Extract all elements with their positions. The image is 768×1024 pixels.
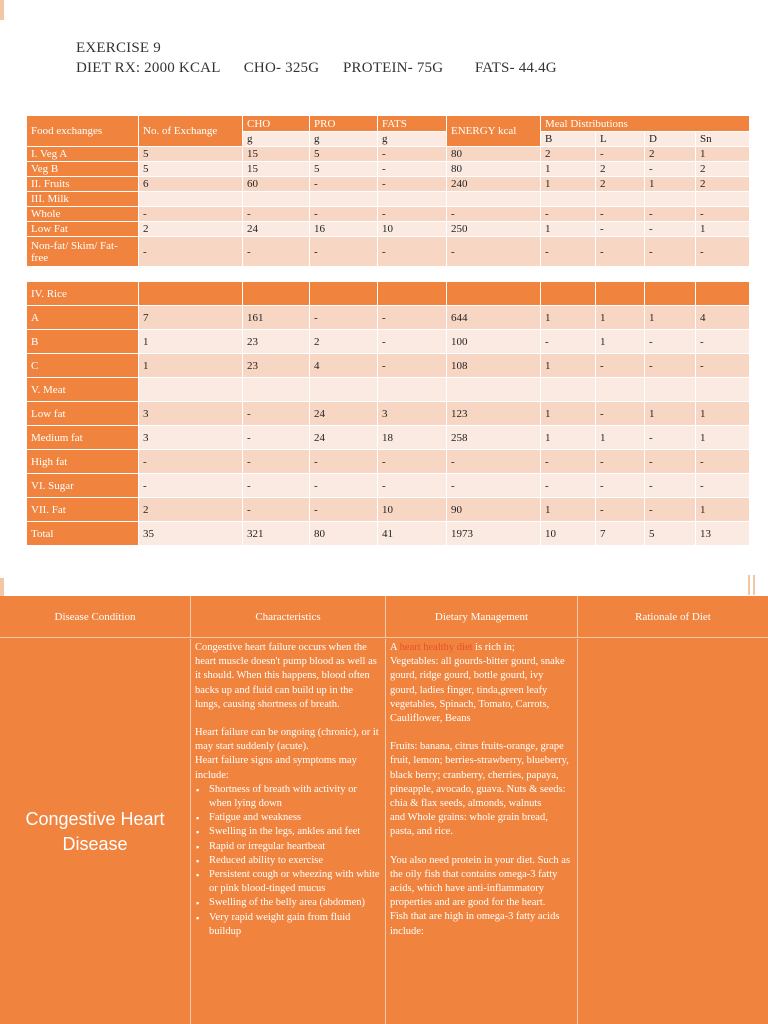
exercise-title: EXERCISE 9: [76, 40, 161, 56]
table-cell: 15: [243, 162, 310, 177]
table-cell: -: [243, 207, 310, 222]
header-dietary: Dietary Management: [386, 596, 578, 638]
table-cell: 2: [596, 177, 645, 192]
table-cell: [696, 378, 750, 402]
row-label: II. Fruits: [27, 177, 139, 192]
row-label: Veg B: [27, 162, 139, 177]
table-cell: -: [243, 498, 310, 522]
diet-fish: Fish that are high in omega-3 fatty acids include:: [390, 911, 560, 937]
table-cell: 2: [541, 147, 596, 162]
table-cell: [378, 192, 447, 207]
table-cell: -: [378, 162, 447, 177]
slide-divider-right: [748, 575, 768, 595]
table-row: [27, 522, 750, 546]
table-cell: 1: [645, 402, 696, 426]
col-header-num: No. of Exchange: [139, 116, 243, 147]
table-cell: 1: [541, 222, 596, 237]
table-cell: 123: [447, 402, 541, 426]
table-cell: -: [310, 450, 378, 474]
table-cell: -: [310, 474, 378, 498]
table-cell: -: [696, 330, 750, 354]
disease-cell: [0, 639, 191, 1024]
table-cell: 5: [139, 162, 243, 177]
col-header-energy: ENERGY kcal: [447, 116, 541, 147]
table-cell: -: [596, 354, 645, 378]
table-cell: -: [378, 177, 447, 192]
col-header-cho: CHO: [243, 116, 310, 132]
table-cell: [378, 378, 447, 402]
table-cell: -: [645, 474, 696, 498]
rationale-cell: [578, 639, 768, 1024]
table-cell: 3: [139, 402, 243, 426]
table-cell: -: [243, 402, 310, 426]
table-cell: [139, 378, 243, 402]
table-cell: [596, 282, 645, 306]
header-characteristics: Characteristics: [191, 596, 386, 638]
row-label: VI. Sugar: [27, 474, 139, 498]
table-cell: 1: [541, 354, 596, 378]
disease-name: Congestive Heart Disease: [25, 808, 165, 854]
table-row: [27, 162, 750, 177]
exchange-table-part1: [26, 115, 750, 267]
table-cell: 1: [596, 426, 645, 450]
table-cell: -: [541, 450, 596, 474]
table-cell: -: [596, 402, 645, 426]
exercise-header: [76, 38, 557, 78]
col-header-fats: FATS: [378, 116, 447, 132]
heart-healthy-diet-link[interactable]: heart healthy diet: [399, 642, 473, 653]
table-cell: -: [447, 450, 541, 474]
table-cell: -: [243, 450, 310, 474]
table-cell: -: [378, 330, 447, 354]
table-cell: -: [541, 237, 596, 267]
table-cell: [696, 282, 750, 306]
table-cell: -: [310, 177, 378, 192]
row-label: High fat: [27, 450, 139, 474]
char-para-2: Heart failure can be ongoing (chronic), or it may start suddenly (acute).: [195, 727, 379, 753]
table-cell: -: [310, 498, 378, 522]
table-row: [27, 450, 750, 474]
table-cell: [447, 282, 541, 306]
table-row: [27, 330, 750, 354]
symptom-list: [195, 783, 381, 939]
dietary-cell: [386, 639, 578, 1024]
table-cell: -: [447, 474, 541, 498]
table-cell: 5: [645, 522, 696, 546]
table-cell: [243, 378, 310, 402]
table-cell: [696, 192, 750, 207]
table-cell: 1: [541, 177, 596, 192]
table-cell: [645, 378, 696, 402]
table-cell: [541, 192, 596, 207]
table-cell: 2: [696, 162, 750, 177]
table-cell: 10: [541, 522, 596, 546]
table-cell: 2: [645, 147, 696, 162]
table-cell: 13: [696, 522, 750, 546]
row-label: I. Veg A: [27, 147, 139, 162]
table-cell: [645, 192, 696, 207]
unit-cho: g: [243, 132, 310, 147]
unit-fats: g: [378, 132, 447, 147]
table-cell: 2: [596, 162, 645, 177]
table-cell: 10: [378, 222, 447, 237]
table-cell: 321: [243, 522, 310, 546]
table-cell: 3: [139, 426, 243, 450]
symptom-item: ▪ Swelling in the legs, ankles and feet: [209, 825, 381, 839]
table-cell: -: [378, 207, 447, 222]
table-cell: 1: [541, 162, 596, 177]
row-label: VII. Fat: [27, 498, 139, 522]
table-cell: -: [541, 474, 596, 498]
table-cell: [310, 378, 378, 402]
char-para-1: Congestive heart failure occurs when the heart muscle doesn't pump blood as well as it should. When this happens, blood often backs up and fluid can build up in the lungs, causing shortness of breath.: [195, 642, 377, 710]
table-cell: -: [645, 354, 696, 378]
table-cell: 644: [447, 306, 541, 330]
meal-sn: Sn: [696, 132, 750, 147]
header-disease: Disease Condition: [0, 596, 191, 638]
col-header-pro: PRO: [310, 116, 378, 132]
table-cell: 3: [378, 402, 447, 426]
table-cell: 23: [243, 354, 310, 378]
table-cell: -: [596, 237, 645, 267]
table-cell: -: [645, 426, 696, 450]
table-cell: 24: [310, 426, 378, 450]
table-cell: -: [243, 426, 310, 450]
symptom-item: ▪ Persistent cough or wheezing with white or pink blood-tinged mucus: [209, 868, 381, 896]
table-cell: -: [139, 237, 243, 267]
table-cell: [596, 378, 645, 402]
table-cell: 161: [243, 306, 310, 330]
row-label: C: [27, 354, 139, 378]
table-row: [27, 474, 750, 498]
table-cell: -: [447, 207, 541, 222]
table-row: [27, 192, 750, 207]
table-cell: -: [139, 450, 243, 474]
row-label: IV. Rice: [27, 282, 139, 306]
row-label: Whole: [27, 207, 139, 222]
meal-d: D: [645, 132, 696, 147]
table-cell: [596, 192, 645, 207]
table-cell: -: [596, 450, 645, 474]
table-cell: -: [378, 450, 447, 474]
table-cell: 2: [696, 177, 750, 192]
table-cell: 1: [541, 402, 596, 426]
table-cell: 1: [139, 354, 243, 378]
table-cell: -: [243, 237, 310, 267]
symptom-item: ▪ Fatigue and weakness: [209, 811, 381, 825]
table-cell: -: [378, 354, 447, 378]
symptom-item: ▪ Shortness of breath with activity or when lying down: [209, 783, 381, 811]
table-cell: -: [310, 306, 378, 330]
table-cell: 2: [139, 498, 243, 522]
table-cell: 5: [139, 147, 243, 162]
table-cell: 1: [139, 330, 243, 354]
symptom-item: ▪ Very rapid weight gain from fluid buildup: [209, 911, 381, 939]
table-cell: -: [310, 207, 378, 222]
table-cell: [541, 378, 596, 402]
disease-slide: [0, 596, 768, 1024]
row-label: Non-fat/ Skim/ Fat-free: [27, 237, 139, 267]
table-cell: 2: [139, 222, 243, 237]
table-cell: -: [645, 498, 696, 522]
table-cell: -: [645, 450, 696, 474]
table-row: [27, 282, 750, 306]
table-cell: 1973: [447, 522, 541, 546]
table-cell: -: [645, 222, 696, 237]
table-cell: [310, 282, 378, 306]
table-cell: 15: [243, 147, 310, 162]
row-label: III. Milk: [27, 192, 139, 207]
table-cell: 1: [696, 402, 750, 426]
table-cell: -: [596, 207, 645, 222]
table-cell: 1: [696, 222, 750, 237]
row-label: Total: [27, 522, 139, 546]
diet-fruits: Fruits: banana, citrus fruits-orange, grape fruit, lemon; berries-strawberry, blueberry, black berry; cranberry, cherries, papaya, pineapple, avocado, guava. Nuts & seeds: chia & flax seeds, almonds, walnuts: [390, 741, 569, 810]
table-cell: -: [696, 207, 750, 222]
table-row: [27, 378, 750, 402]
symptom-item: ▪ Reduced ability to exercise: [209, 854, 381, 868]
table-cell: -: [596, 474, 645, 498]
table-row: [27, 177, 750, 192]
table-cell: 7: [596, 522, 645, 546]
table-row: [27, 237, 750, 267]
table-cell: -: [645, 162, 696, 177]
table-cell: -: [696, 474, 750, 498]
slide-divider-left: [0, 578, 4, 598]
table-cell: -: [645, 237, 696, 267]
table-row: [27, 147, 750, 162]
table-cell: 24: [310, 402, 378, 426]
char-para-3: Heart failure signs and symptoms may include:: [195, 755, 357, 781]
table-cell: 1: [696, 426, 750, 450]
row-label: V. Meat: [27, 378, 139, 402]
table-cell: 5: [310, 162, 378, 177]
table-cell: 35: [139, 522, 243, 546]
table-cell: 80: [447, 162, 541, 177]
table-cell: [645, 282, 696, 306]
table-cell: 1: [596, 330, 645, 354]
table-cell: -: [596, 147, 645, 162]
table-cell: 1: [541, 426, 596, 450]
diet-vegetables: Vegetables: all gourds-bitter gourd, snake gourd, ridge gourd, bottle gourd, ivy gourd, ladies finger, tinda,green leafy vegetables, Spinach, Tomato, Carrots, Cauliflower, Beans: [390, 656, 565, 725]
table-cell: 80: [447, 147, 541, 162]
diet-protein: You also need protein in your diet. Such as the oily fish that contains omega-3 fatty acids, which have anti-inflammatory properties and are good for the heart.: [390, 854, 571, 909]
table-cell: [447, 192, 541, 207]
table-cell: 4: [696, 306, 750, 330]
col-header-meal: Meal Distributions: [541, 116, 750, 132]
corner-decoration: [0, 0, 4, 20]
row-label: Medium fat: [27, 426, 139, 450]
symptom-item: ▪ Rapid or irregular heartbeat: [209, 840, 381, 854]
table-cell: -: [447, 237, 541, 267]
table-cell: 90: [447, 498, 541, 522]
table-cell: -: [696, 354, 750, 378]
table-row: [27, 306, 750, 330]
table-row: [27, 222, 750, 237]
table-cell: 10: [378, 498, 447, 522]
table-cell: 5: [310, 147, 378, 162]
table-cell: -: [378, 237, 447, 267]
table-row: [27, 207, 750, 222]
table-cell: 7: [139, 306, 243, 330]
table-cell: [310, 192, 378, 207]
symptom-item: ▪ Swelling of the belly area (abdomen): [209, 896, 381, 910]
table-cell: [243, 282, 310, 306]
diet-grains: and Whole grains: whole grain bread, pasta, and rice.: [390, 812, 548, 838]
table-cell: 6: [139, 177, 243, 192]
table-cell: 258: [447, 426, 541, 450]
table-cell: 1: [696, 498, 750, 522]
table-cell: 41: [378, 522, 447, 546]
table-cell: -: [596, 498, 645, 522]
table-cell: 1: [696, 147, 750, 162]
unit-pro: g: [310, 132, 378, 147]
table-cell: -: [139, 207, 243, 222]
table-cell: [139, 192, 243, 207]
table-cell: [541, 282, 596, 306]
table-cell: -: [696, 237, 750, 267]
table-cell: 16: [310, 222, 378, 237]
table-cell: -: [139, 474, 243, 498]
header-rationale: Rationale of Diet: [578, 596, 768, 638]
table-cell: -: [243, 474, 310, 498]
table-cell: -: [541, 207, 596, 222]
table-cell: 24: [243, 222, 310, 237]
table-cell: -: [645, 330, 696, 354]
table-cell: -: [310, 237, 378, 267]
row-label: A: [27, 306, 139, 330]
table-row: [27, 354, 750, 378]
characteristics-cell: [191, 639, 386, 1024]
row-label: Low Fat: [27, 222, 139, 237]
diet-prescription: DIET RX: 2000 KCAL CHO- 325G PROTEIN- 75G FATS- 44.4G: [76, 60, 557, 76]
table-cell: 18: [378, 426, 447, 450]
table-cell: -: [378, 147, 447, 162]
table-cell: 1: [541, 498, 596, 522]
table-cell: 23: [243, 330, 310, 354]
table-cell: [139, 282, 243, 306]
table-cell: -: [596, 222, 645, 237]
table-cell: -: [378, 474, 447, 498]
table-cell: -: [378, 306, 447, 330]
table-cell: -: [541, 330, 596, 354]
row-label: Low fat: [27, 402, 139, 426]
table-cell: [378, 282, 447, 306]
table-cell: 100: [447, 330, 541, 354]
table-cell: 80: [310, 522, 378, 546]
table-cell: 250: [447, 222, 541, 237]
table-cell: 108: [447, 354, 541, 378]
table-cell: 1: [645, 306, 696, 330]
table-row: [27, 402, 750, 426]
table-cell: 60: [243, 177, 310, 192]
table-row: [27, 498, 750, 522]
table-cell: -: [696, 450, 750, 474]
table-cell: 4: [310, 354, 378, 378]
table-cell: 240: [447, 177, 541, 192]
row-label: B: [27, 330, 139, 354]
table-cell: 2: [310, 330, 378, 354]
table-cell: [243, 192, 310, 207]
table-cell: 1: [596, 306, 645, 330]
table-cell: 1: [645, 177, 696, 192]
diet-intro: A heart healthy diet is rich in;: [390, 642, 515, 653]
table-cell: [447, 378, 541, 402]
table-row: [27, 426, 750, 450]
meal-b: B: [541, 132, 596, 147]
table-cell: -: [645, 207, 696, 222]
table-cell: 1: [541, 306, 596, 330]
meal-l: L: [596, 132, 645, 147]
col-header-food: Food exchanges: [27, 116, 139, 147]
exchange-table-part2: [26, 281, 750, 546]
